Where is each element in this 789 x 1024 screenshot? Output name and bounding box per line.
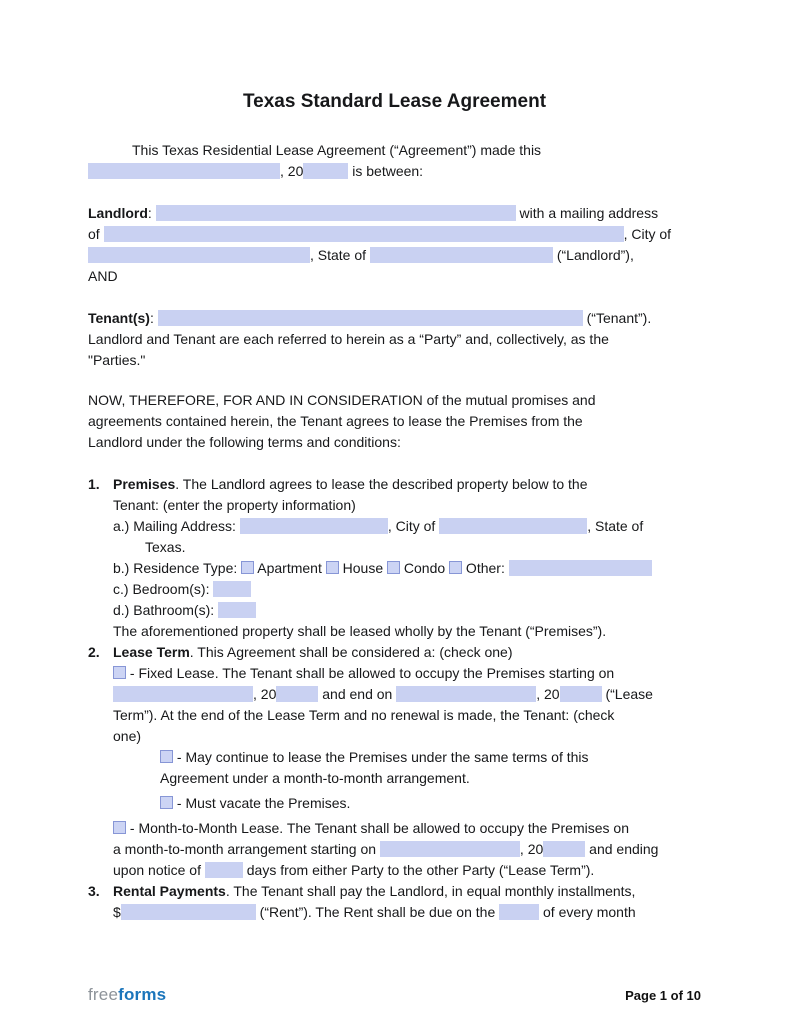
text-run: and ending [585,841,659,857]
premises-sub-bathrooms [113,600,701,621]
text-run: and end on [318,686,397,702]
tenant-name-blank[interactable] [158,310,583,326]
text-run: (“Landlord”), [552,247,634,263]
vacate-premises-checkbox[interactable] [160,796,173,809]
text-run: Landlord [88,205,148,221]
premises-closing [113,621,701,642]
text-run: . The Landlord agrees to lease the described property below to the [175,476,588,492]
continue-month-to-month-checkbox[interactable] [160,750,173,763]
item-number-lease-term: 2. [88,644,100,660]
list-item-premises [88,474,701,642]
freeforms-logo [88,984,166,1005]
text-run: House [338,560,387,576]
text-run: , 20 [519,841,544,857]
text-run: : [149,310,158,326]
text-run: with a mailing address [515,205,659,221]
rental-payments-body [113,881,701,923]
fixed-lease-checkbox[interactable] [113,666,126,679]
m2m-start-date-blank[interactable] [380,841,520,857]
property-city-blank[interactable] [439,518,587,534]
item-number-premises: 1. [88,476,100,492]
text-run: Term”). At the end of the Lease Term and no renewal is made, the Tenant: (check [113,707,615,723]
bedrooms-blank[interactable] [213,581,251,597]
brand-forms-text: forms [118,985,167,1004]
page-footer [88,984,701,1006]
fixed-end-date-blank[interactable] [396,686,536,702]
option-vacate-paragraph [160,793,701,814]
text-run: Agreement under a month-to-month arrangement. [160,770,470,786]
text-run: The aforementioned property shall be leased wholly by the Tenant (“Premises”). [113,623,607,639]
landlord-address-blank[interactable] [104,226,624,242]
text-run: , State of [587,518,644,534]
m2m-start-year-blank[interactable] [543,841,585,857]
document-title: Texas Standard Lease Agreement [242,91,547,112]
list-item-rental-payments [88,881,701,923]
month-to-month-lease-checkbox[interactable] [113,821,126,834]
lease-term-lead [113,642,701,663]
fixed-lease-paragraph [113,663,701,747]
intro-paragraph [88,140,701,182]
text-run: Tenant: (enter the property information) [113,497,356,513]
text-run: d.) Bathroom(s): [113,602,219,618]
text-run: (“Lease [601,686,653,702]
bathrooms-blank[interactable] [218,602,256,618]
text-run: , 20 [280,163,304,179]
text-run: NOW, THEREFORE, FOR AND IN CONSIDERATION of the mutual promises and [88,392,596,408]
text-run: days from either Party to the other Party (“Lease Term”). [242,862,595,878]
text-run: Lease Term [113,644,190,660]
landlord-paragraph [88,203,701,287]
text-run: This Texas Residential Lease Agreement (“Agreement”) made this [132,142,542,158]
text-run: upon notice of [113,862,205,878]
premises-body [113,474,701,642]
premises-lead [113,474,701,516]
text-run: Condo [400,560,450,576]
text-run: - Must vacate the Premises. [173,795,351,811]
landlord-name-blank[interactable] [156,205,516,221]
page-number: Page 1 of 10 [625,988,701,1003]
text-run: c.) Bedroom(s): [113,581,214,597]
text-run: of [88,226,104,242]
text-run: Landlord under the following terms and conditions: [88,434,401,450]
text-run: (“Rent”). The Rent shall be due on the [255,904,500,920]
text-run: Rental Payments [113,883,226,899]
text-run: a month-to-month arrangement starting on [113,841,380,857]
rent-due-day-blank[interactable] [499,904,539,920]
premises-sub-bedrooms [113,579,701,600]
text-run: Apartment [254,560,326,576]
landlord-state-blank[interactable] [370,247,553,263]
fixed-start-year-blank[interactable] [276,686,318,702]
text-run: b.) Residence Type: [113,560,242,576]
landlord-city-blank[interactable] [88,247,310,263]
text-run: one) [113,728,142,744]
residence-apartment-checkbox[interactable] [241,561,254,574]
residence-condo-checkbox[interactable] [387,561,400,574]
text-run: , State of [310,247,370,263]
text-run: , City of [623,226,672,242]
lease-term-body [113,642,701,881]
text-run: (“Tenant”). [582,310,652,326]
agreement-year-blank[interactable] [303,163,348,179]
text-run: AND [88,268,118,284]
text-run: is between: [348,163,424,179]
fixed-end-year-blank[interactable] [560,686,602,702]
option-continue-paragraph [160,747,701,789]
text-run: - Fixed Lease. The Tenant shall be allowed to occupy the Premises starting on [126,665,615,681]
text-run: Tenant(s) [88,310,150,326]
text-run: , 20 [253,686,277,702]
fixed-start-date-blank[interactable] [113,686,253,702]
tenant-paragraph [88,308,701,371]
residence-other-blank[interactable] [509,560,652,576]
text-run: "Parties." [88,352,146,368]
brand-free-text: free [88,985,119,1004]
text-run: $ [113,904,121,920]
text-run: , City of [387,518,440,534]
text-run: , 20 [536,686,560,702]
text-run: Other: [462,560,509,576]
text-run: agreements contained herein, the Tenant agrees to lease the Premises from the [88,413,583,429]
text-run: . The Tenant shall pay the Landlord, in equal monthly installments, [225,883,636,899]
text-run: - Month-to-Month Lease. The Tenant shall be allowed to occupy the Premises on [126,820,629,836]
list-item-lease-term [88,642,701,881]
premises-sub-mailing-address [113,516,701,558]
text-run: Premises [113,476,176,492]
text-run: a.) Mailing Address: [113,518,240,534]
residence-house-checkbox[interactable] [326,561,339,574]
item-number-rental-payments: 3. [88,883,100,899]
text-run: - May continue to lease the Premises under the same terms of this [173,749,589,765]
text-run: . This Agreement shall be considered a: (check one) [189,644,513,660]
agreement-date-blank[interactable] [88,163,280,179]
text-run: : [147,205,156,221]
text-run: Landlord and Tenant are each referred to herein as a “Party” and, collectively, as the [88,331,609,347]
rent-amount-blank[interactable] [121,904,256,920]
text-run: Texas. [145,539,186,555]
premises-sub-residence-type [113,558,701,579]
rental-payments-lead [113,881,701,923]
m2m-notice-days-blank[interactable] [205,862,243,878]
text-run: of every month [539,904,636,920]
mailing-address-blank[interactable] [240,518,388,534]
residence-other-checkbox[interactable] [449,561,462,574]
consideration-paragraph [88,390,701,453]
month-to-month-paragraph [113,818,701,881]
